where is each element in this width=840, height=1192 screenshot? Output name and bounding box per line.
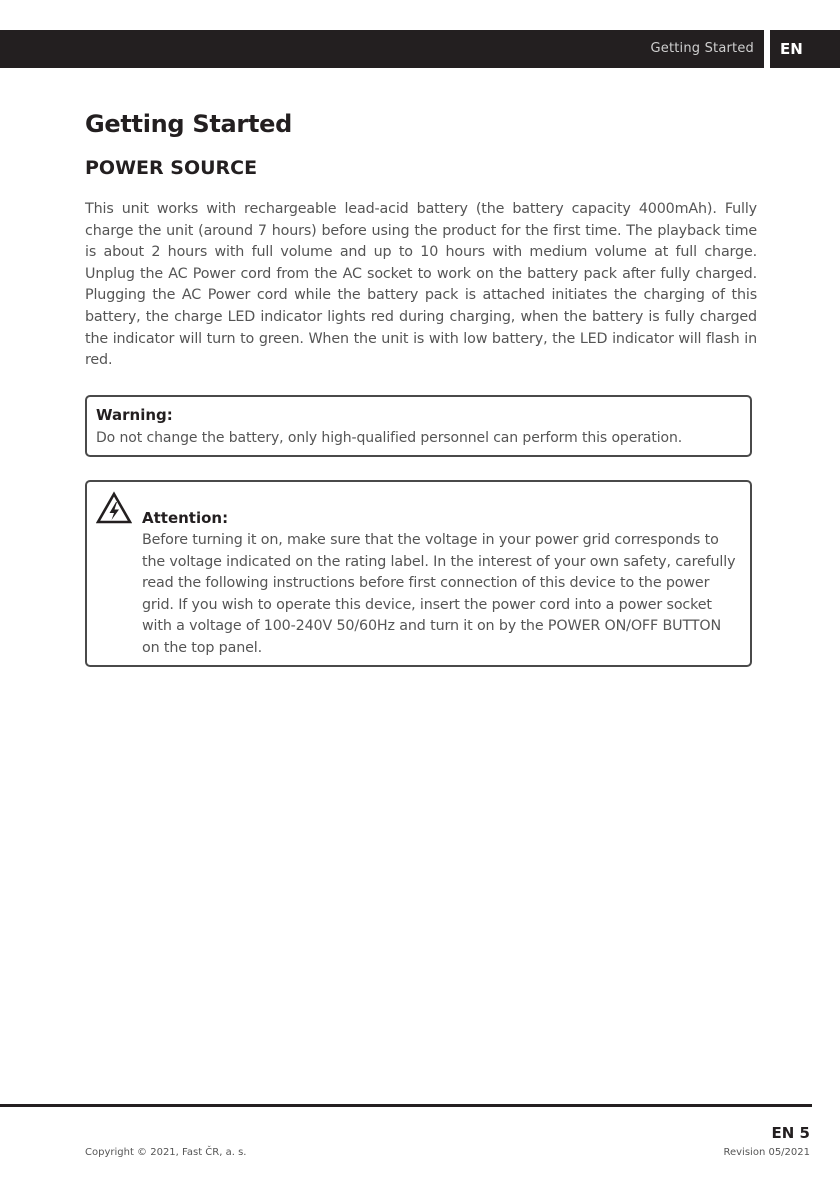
warning-box	[85, 395, 752, 457]
page-title: Getting Started	[85, 110, 292, 138]
attention-box	[85, 480, 752, 667]
footer-rule	[0, 1104, 812, 1107]
header-bar	[0, 30, 764, 68]
warning-triangle-lightning-icon	[96, 491, 132, 525]
header-section-title: Getting Started	[650, 41, 754, 56]
attention-text: Before turning it on, make sure that the voltage in your power grid corresponds to the voltage indicated on the rating label. In the interest of your own safety, carefully read the following instructions before first connection of this device to the power grid. If you wish to operate this device, insert the power cord into a power socket with a voltage of 100-240V 50/60Hz and turn it on by the POWER ON/OFF BUTTON on the top panel.	[142, 532, 736, 656]
section-heading: POWER SOURCE	[85, 157, 258, 179]
copyright-text: Copyright © 2021, Fast ČR, a. s.	[85, 1147, 247, 1158]
attention-label: Attention:	[142, 509, 229, 527]
body-paragraph: This unit works with rechargeable lead-acid battery (the battery capacity 4000mAh). Fully charge the unit (around 7 hours) before using the product for the first time. The playback time is about 2 hours with full volume and up to 10 hours with medium volume at full charge. Unplug the AC Power cord from the AC socket to work on the battery pack after fully charged. Plugging the AC Power cord while the battery pack is attached initiates the charging of this battery, the charge LED indicator lights red during charging, when the battery is fully charged the indicator will turn to green. When the unit is with low battery, the LED indicator will flash in red.	[85, 201, 757, 369]
page-number: EN 5	[771, 1124, 810, 1142]
warning-label: Warning:	[96, 406, 173, 424]
warning-text: Do not change the battery, only high-qualified personnel can perform this operation.	[96, 430, 683, 446]
revision-text: Revision 05/2021	[723, 1147, 810, 1158]
language-badge: EN	[770, 30, 840, 68]
